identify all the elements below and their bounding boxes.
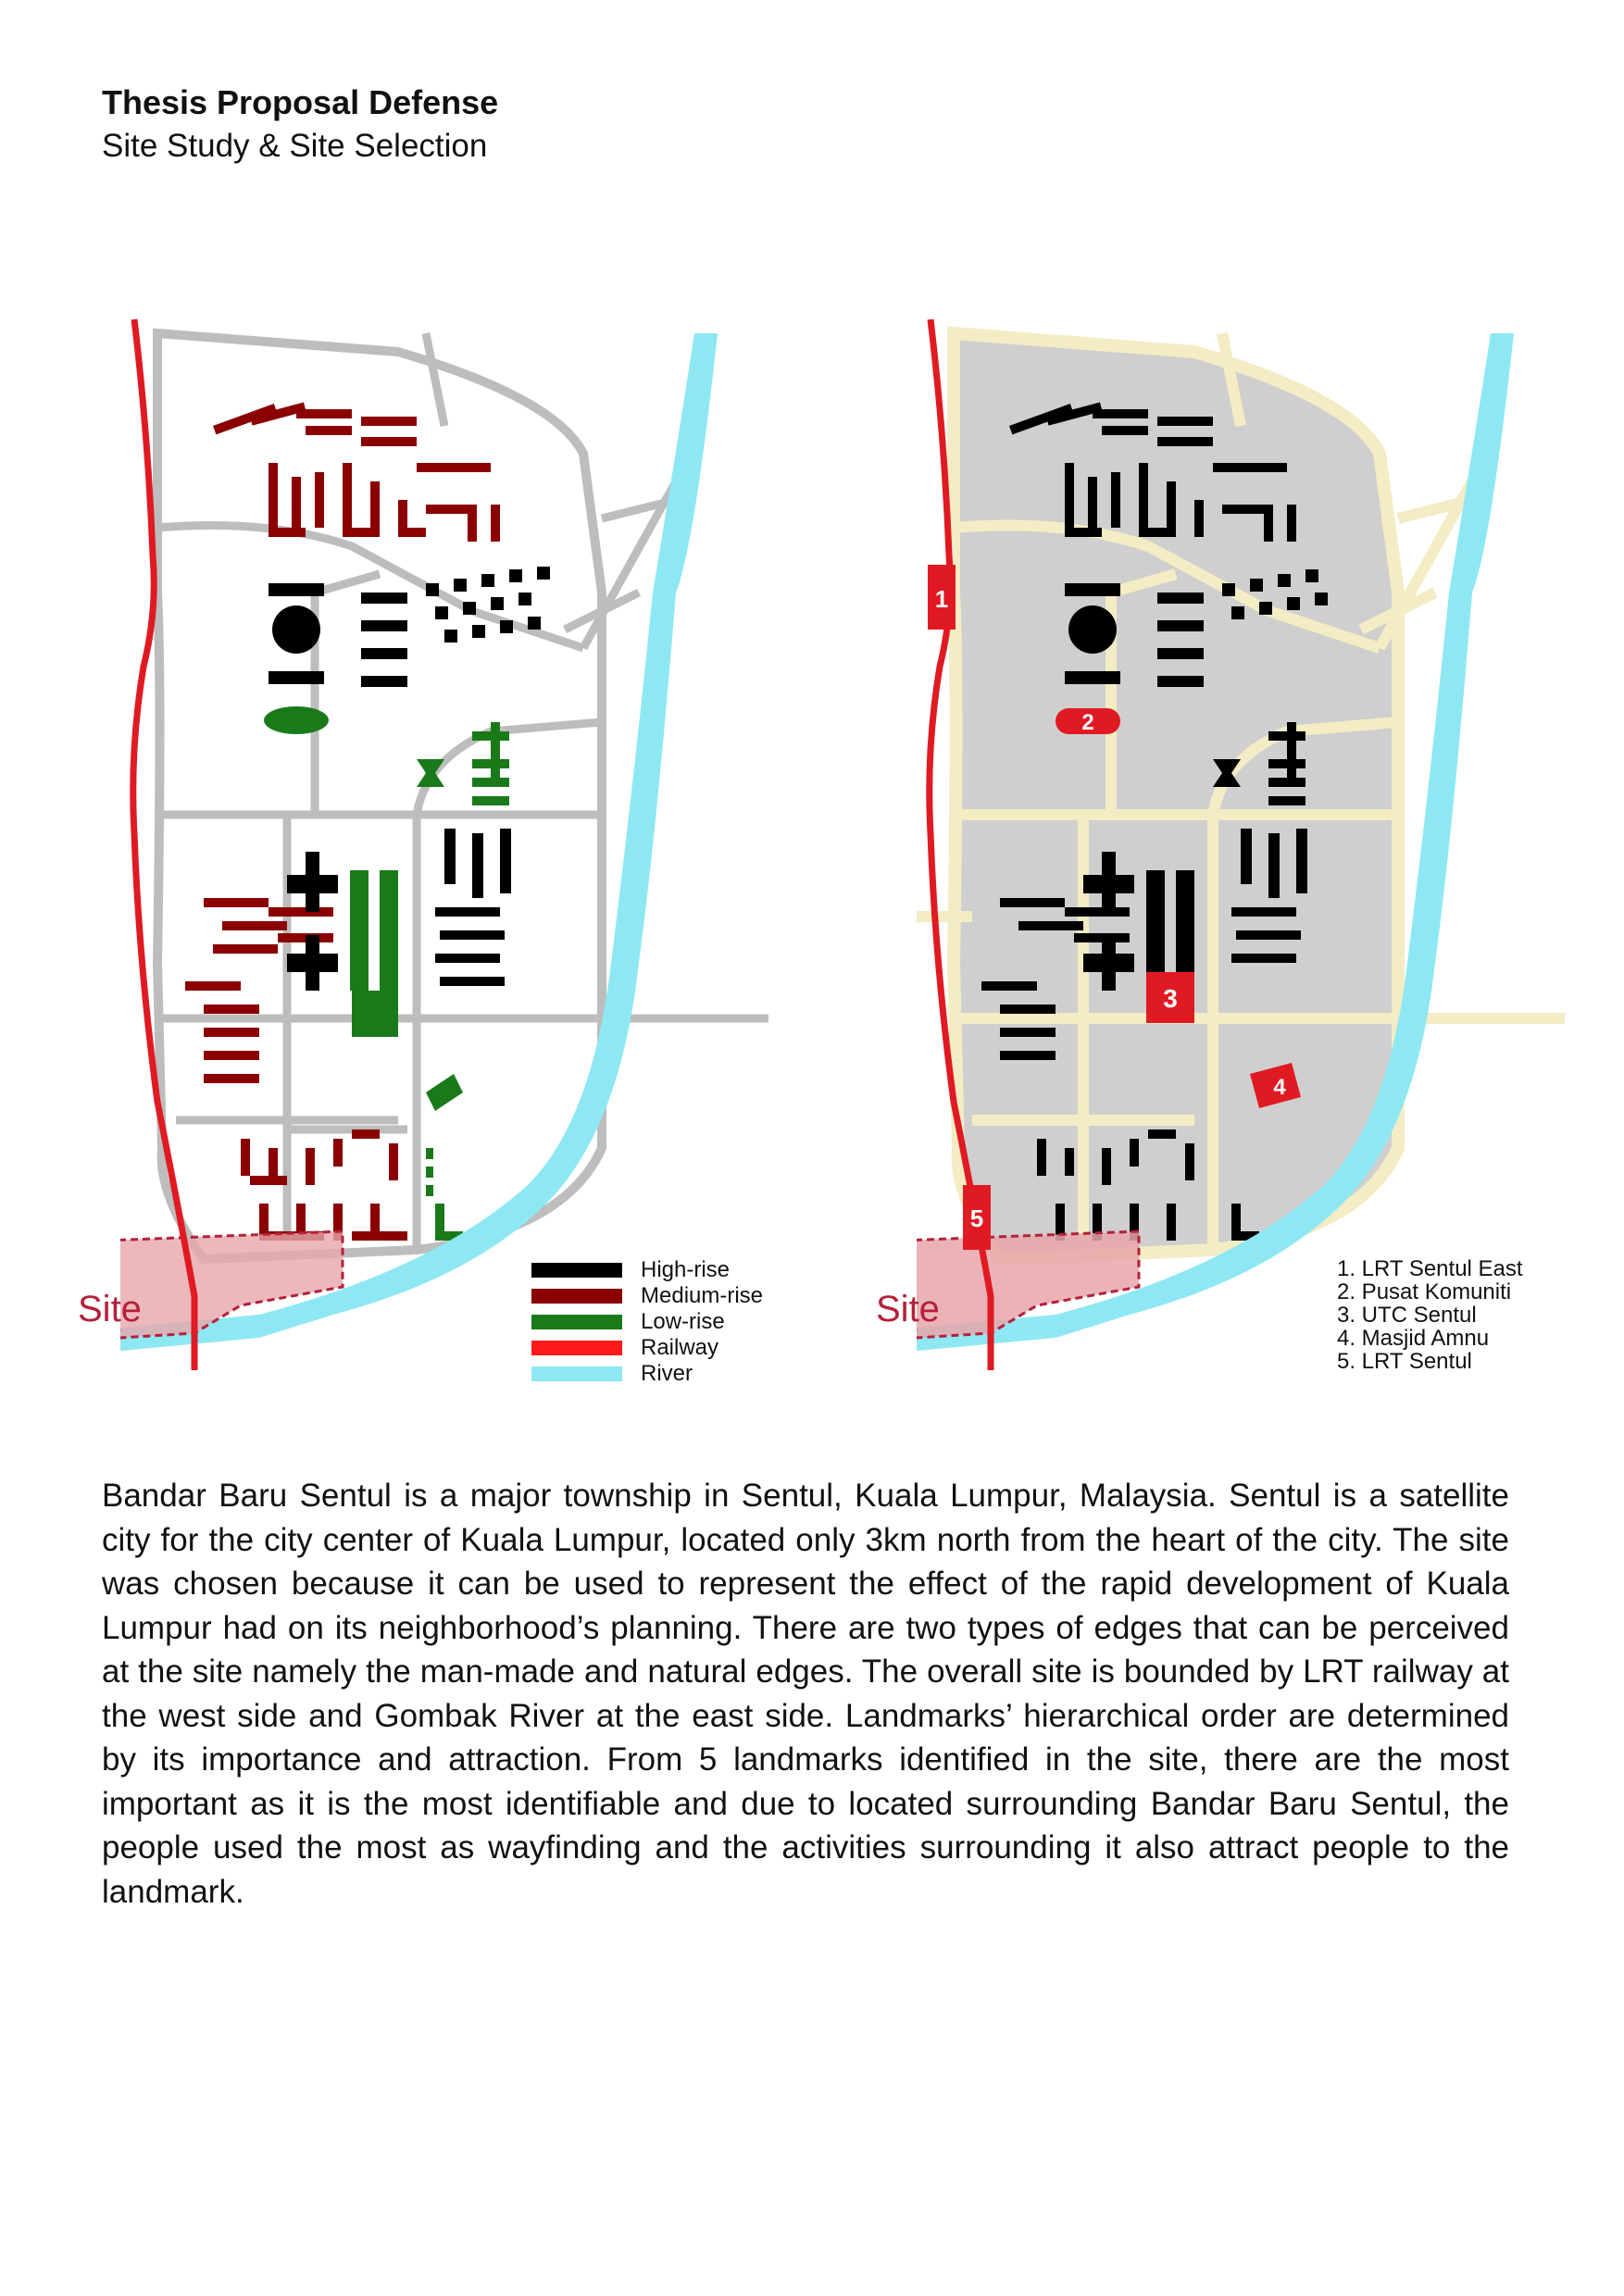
legend-label: Low-rise <box>641 1309 725 1334</box>
landmark-map <box>917 315 1565 1407</box>
body-paragraph: Bandar Baru Sentul is a major township in Sentul, Kuala Lumpur, Malaysia. Sentul is a satellite city for the city center of Kuala Lumpur, located only 3km north from the heart of the city. The site was chosen because it can be used to represent the effect of the rapid development of Kuala Lumpur had on its neighborhood’s planning. There are two types of edges that can be perceived at the site namely the man-made and natural edges. The overall site is bounded by LRT railway at the west side and Gombak River at the east side. Landmarks’ hierarchical order are determined by its importance and attraction. From 5 landmarks identified in the site, there are the most important as it is the most identifiable and due to located surrounding Bandar Baru Sentul, the people used the most as wayfinding and the activities surrounding it also attract people to the landmark. <box>102 1478 1509 1910</box>
legend-item-river <box>531 1361 763 1387</box>
landmark-item: 5. LRT Sentul <box>1337 1349 1472 1374</box>
site-label-right: Site <box>876 1289 940 1329</box>
legend-swatch <box>531 1263 622 1278</box>
landmark-marker-1 <box>928 565 956 630</box>
landmark-marker-3 <box>1146 972 1194 1023</box>
landmark-item: 1. LRT Sentul East <box>1337 1256 1523 1281</box>
legend-label: River <box>641 1361 693 1386</box>
landmark-item: 4. Masjid Amnu <box>1337 1326 1490 1351</box>
landmark-number: 4 <box>1273 1075 1286 1100</box>
page-title: Thesis Proposal Defense <box>102 83 499 121</box>
landmark-marker-5 <box>963 1185 991 1250</box>
site-label-left: Site <box>78 1289 142 1329</box>
building-height-map <box>120 315 768 1407</box>
legend-item-high-rise <box>531 1257 763 1283</box>
legend-label: High-rise <box>641 1257 731 1282</box>
legend-label: Medium-rise <box>641 1283 764 1308</box>
landmark-list <box>1337 1257 1523 1373</box>
legend-item-low-rise <box>531 1309 763 1335</box>
landmark-number: 3 <box>1163 984 1178 1013</box>
landmark-item: 2. Pusat Komuniti <box>1337 1279 1512 1304</box>
landmark-map-svg <box>917 315 1565 1407</box>
legend-swatch <box>531 1315 622 1329</box>
legend-swatch <box>531 1289 622 1304</box>
legend-item-medium-rise <box>531 1283 763 1309</box>
legend-label: Railway <box>641 1335 719 1360</box>
landmark-marker-2 <box>1056 708 1120 735</box>
landmark-number: 2 <box>1081 710 1094 735</box>
landmark-number: 5 <box>969 1204 984 1232</box>
legend-swatch <box>531 1366 622 1381</box>
landmark-number: 1 <box>934 585 949 613</box>
page-subtitle: Site Study & Site Selection <box>102 128 488 164</box>
legend-item-railway <box>531 1335 763 1361</box>
page-header <box>102 81 498 168</box>
map-legend <box>531 1257 763 1387</box>
building-height-map-svg <box>120 315 768 1407</box>
landmark-item: 3. UTC Sentul <box>1337 1303 1477 1328</box>
legend-swatch <box>531 1341 622 1355</box>
